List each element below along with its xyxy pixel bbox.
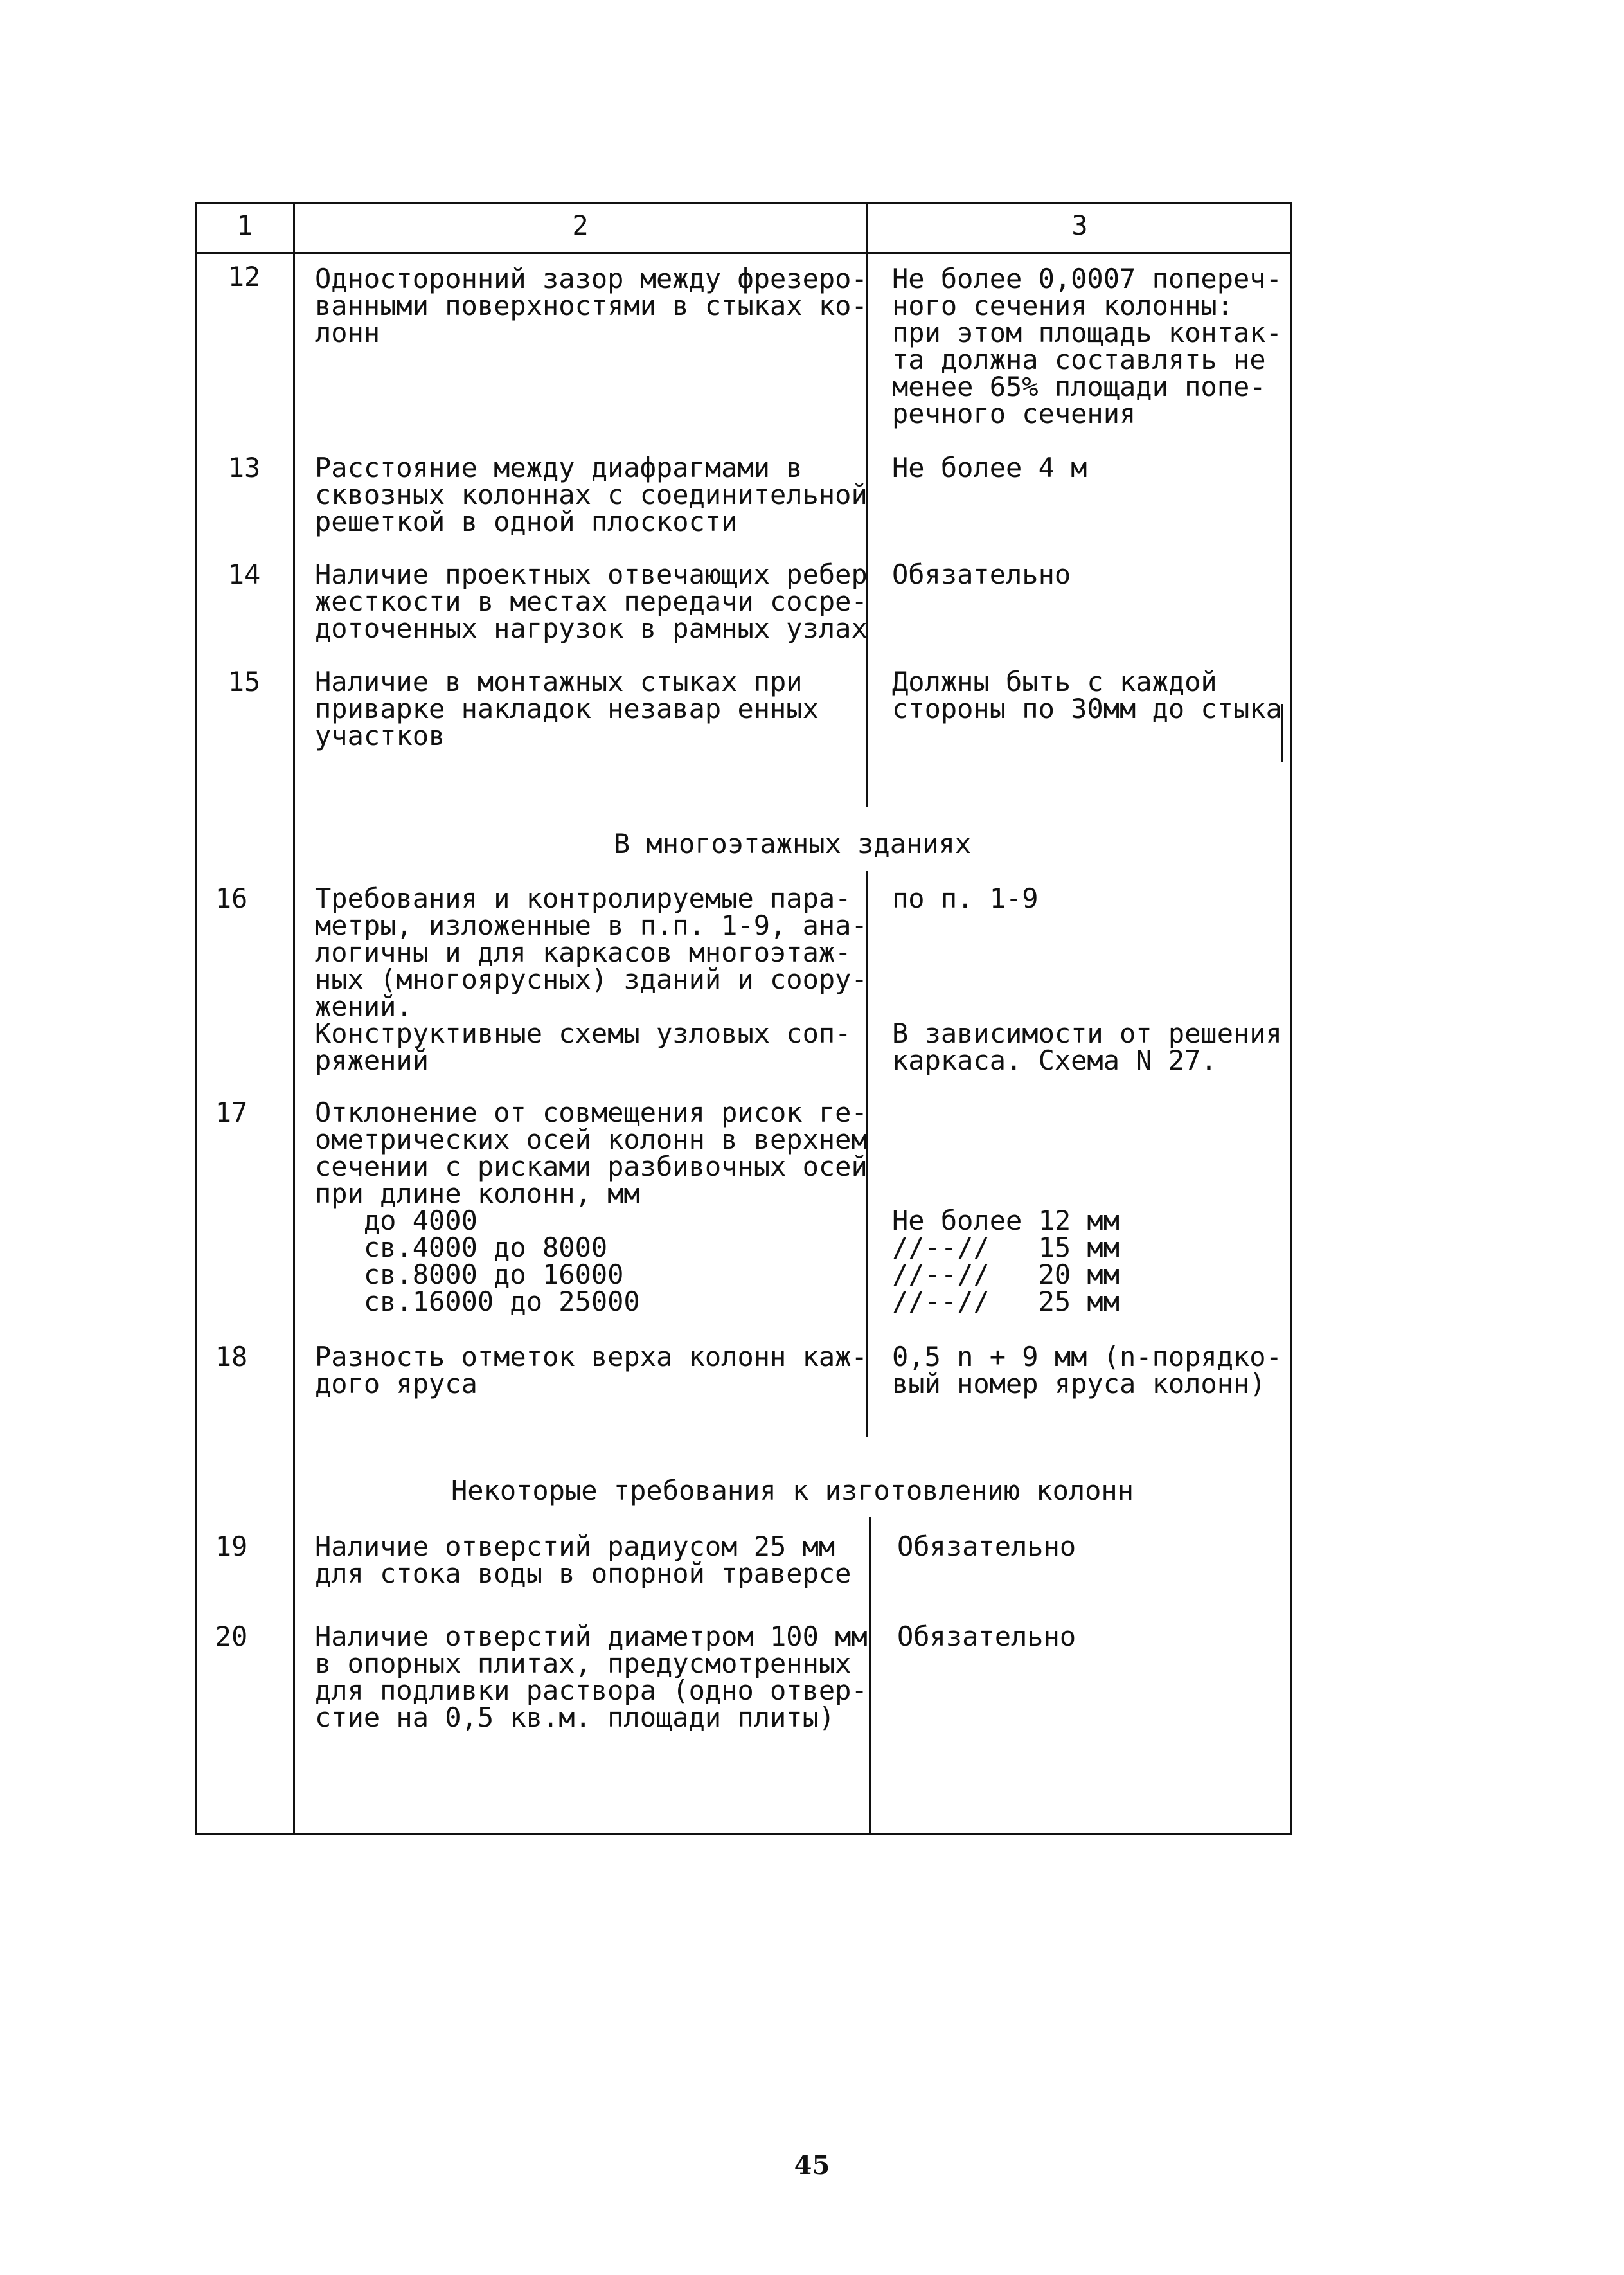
section-heading-manufacturing: Некоторые требования к изготовлению колонн: [451, 1475, 1134, 1506]
row-14-description: Наличие проектных отвечающих ребер жесткости в местах передачи сосре- доточенных нагрузок в рамных узлах: [315, 559, 868, 644]
row-13-description: Расстояние между диафрагмами в сквозных колоннах с соединительной решеткой в одной плоскости: [315, 452, 868, 537]
row-20-number: 20: [215, 1621, 248, 1652]
row-16-number: 16: [215, 883, 248, 914]
header-divider: [195, 252, 1292, 254]
header-col2: 2: [572, 210, 589, 241]
row-13-number: 13: [228, 452, 261, 483]
row-19-number: 19: [215, 1531, 248, 1562]
row-15-number: 15: [228, 666, 261, 697]
row-19-description: Наличие отверстий радиусом 25 мм для стока воды в опорной траверсе: [315, 1531, 852, 1589]
row-16-description: Требования и контролируемые пара- метры, изложенные в п.п. 1-9, ана- логичны и для каркасов многоэтаж- ных (многоярусных) зданий и соору- жений. Конструктивные схемы узловых соп- ряжений: [315, 883, 868, 1076]
row-15-value: Должны быть с каждой стороны по 30мм до стыка: [892, 666, 1282, 724]
column-divider-2-bottom: [869, 1517, 871, 1835]
row-12-description: Односторонний зазор между фрезеро- ванными поверхностями в стыках ко- лонн: [315, 263, 868, 348]
column-divider-1: [293, 202, 295, 1835]
row-18-number: 18: [215, 1341, 248, 1372]
section-heading-multistorey: В многоэтажных зданиях: [613, 828, 972, 859]
header-col3: 3: [1071, 210, 1088, 241]
row-14-number: 14: [228, 559, 261, 590]
row-16-value: по п. 1-9 В зависимости от решения каркаса. Схема N 27.: [892, 883, 1282, 1076]
row-12-number: 12: [228, 261, 261, 292]
row-17-number: 17: [215, 1097, 248, 1128]
row-17-description: Отклонение от совмещения рисок ге- ометрических осей колонн в верхнем сечении с рисками разбивочных осей при длине колонн, мм до 4000 св.4000 до 8000 св.8000 до 16000 св.16000 до 25000: [315, 1097, 868, 1317]
row-20-value: Обязательно: [897, 1621, 1076, 1652]
row-13-value: Не более 4 м: [892, 452, 1087, 483]
row-18-description: Разность отметок верха колонн каж- дого яруса: [315, 1341, 868, 1399]
row-20-description: Наличие отверстий диаметром 100 мм в опорных плитах, предусмотренных для подливки раствора (одно отвер- стие на 0,5 кв.м. площади плиты): [315, 1621, 868, 1733]
row-14-value: Обязательно: [892, 559, 1071, 590]
header-col1: 1: [236, 210, 253, 241]
row-19-value: Обязательно: [897, 1531, 1076, 1562]
row-17-value: Не более 12 мм //--// 15 мм //--// 20 мм //--// 25 мм: [892, 1205, 1120, 1317]
page-number: 45: [794, 2150, 830, 2181]
row-12-value: Не более 0,0007 попереч- ного сечения колонны: при этом площадь контак- та должна составлять не менее 65% площади попе- речного сечения: [892, 263, 1282, 429]
row-18-value: 0,5 n + 9 мм (n-порядко- вый номер яруса колонн): [892, 1341, 1282, 1399]
row-15-description: Наличие в монтажных стыках при приварке накладок незавар енных участков: [315, 666, 819, 751]
